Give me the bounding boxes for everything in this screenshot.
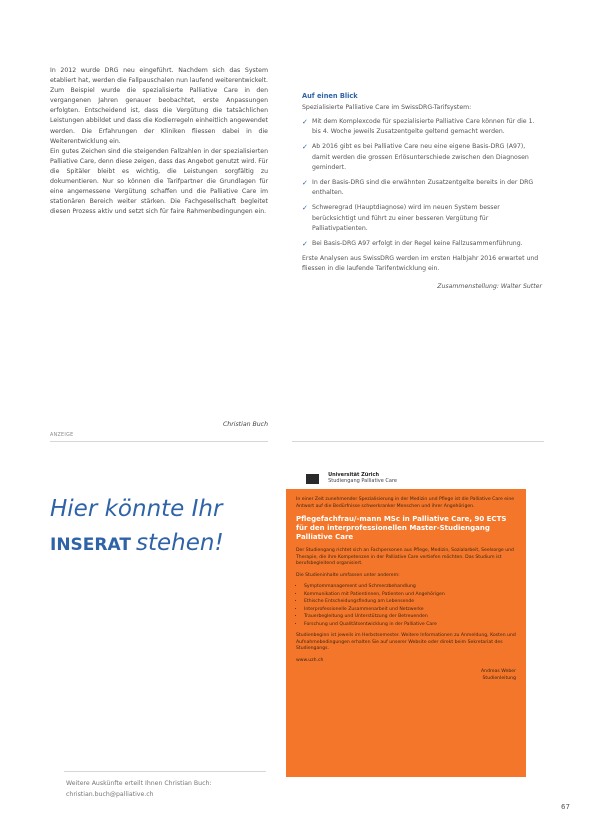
contact-divider <box>64 771 266 772</box>
article-paragraph: In 2012 wurde DRG neu eingeführt. Nachdem sich das System etabliert hat, werden die Fallpauschalen nun laufend weiterentwickelt. Zum Beispiel wurde die spezialisierte Palliative Care in den vergangenen Jahren genauer beobachtet, erste Anpassungen erfolgten. Entscheidend ist, dass die Vergütung die tatsächlichen Leistungen abbildet und dass die Kodierregeln einheitlich angewendet werden. Die Erfahrungen der Kliniken fliessen dabei in die Weiterentwicklung ein. <box>50 67 268 145</box>
ad-headline-line2 <box>50 530 268 556</box>
list-item: • Interprofessionelle Zusammenarbeit und Netzwerke <box>304 607 516 614</box>
orange-list-title: Die Studieninhalte umfassen unter anderem: <box>296 572 400 578</box>
summary-list <box>302 117 542 249</box>
ad-contact: Weitere Auskünfte erteilt Ihnen Christian Buch: christian.buch@palliative.ch <box>66 780 212 798</box>
summary-signature: Zusammenstellung: Walter Sutter <box>437 282 542 290</box>
orange-title: Pflegefachfrau/-mann MSc in Palliative Care, 90 ECTS für den interprofessionellen Master-Studiengang Palliative Care <box>296 515 507 541</box>
checkmark-icon: ✓ <box>302 143 308 152</box>
university-header <box>306 468 397 487</box>
list-item: ✓ Schweregrad (Hauptdiagnose) wird im neuen System besser berücksichtigt und führt zu einer besseren Vergütung für Palliativpatienten. <box>302 204 500 232</box>
article-paragraph: Ein gutes Zeichen sind die steigenden Fallzahlen in der spezialisierten Palliative Care, denn diese zeigen, dass das Angebot genutzt wird. Für die Spitäler bleibt es wichtig, die Leistungen sorgfältig zu dokumentieren. Nur so können die Tarifpartner die Grundlagen für eine angemessene Vergütung schaffen und die Palliative Care im stationären Bereich weiter stärken. Die Fachgesellschaft begleitet diesen Prozess aktiv und setzt sich für faire Rahmenbedingungen ein. <box>50 147 268 216</box>
advertisement-label: ANZEIGE <box>50 433 74 438</box>
ad-headline: Hier könnte Ihr <box>50 496 223 522</box>
orange-advertisement <box>286 489 526 777</box>
list-item: ✓ Mit dem Komplexcode für spezialisierte Palliative Care können für die 1. bis 4. Woche jeweils Zusatzentgelte geltend gemacht werden. <box>302 118 535 136</box>
checkmark-icon: ✓ <box>302 240 308 249</box>
orange-body: Der Studiengang richtet sich an Fachpersonen aus Pflege, Medizin, Sozialarbeit, Seelsorge und Therapie, die ihre Kompetenzen in der Palliative Care vertiefen möchten. Das Studium ist berufsbegleitend organisiert. <box>296 548 514 566</box>
orange-contact: Studienbeginn ist jeweils im Herbstsemester. Weitere Informationen zu Anmeldung, Kosten und Aufnahmebedingungen erhalten Sie auf unserer Website oder direkt beim Sekretariat des Studiengangs. <box>296 633 516 651</box>
checkmark-icon: ✓ <box>302 204 308 213</box>
orange-intro: In einer Zeit zunehmender Spezialisierung in der Medizin und Pflege ist die Palliative Care eine Antwort auf die Bedürfnisse schwerkranker Menschen und ihrer Angehörigen. <box>296 497 515 509</box>
list-item: ✓ Bei Basis-DRG A97 erfolgt in der Regel keine Fallzusammenführung. <box>302 240 523 249</box>
placeholder-ad <box>50 496 268 556</box>
orange-signature: Andreas Weber Studienleitung <box>481 669 516 681</box>
list-item: • Forschung und Qualitätsentwicklung in der Palliative Care <box>304 622 516 629</box>
university-name: Universität Zürich Studiengang Palliative Care <box>328 472 398 484</box>
university-logo <box>306 474 319 484</box>
summary-intro: Spezialisierte Palliative Care im SwissDRG-Tarifsystem: <box>302 104 472 111</box>
list-item: • Kommunikation mit Patientinnen, Patienten und Angehörigen <box>304 592 516 599</box>
list-item: • Trauerbegleitung und Unterstützung der Betreuenden <box>304 614 516 621</box>
ad-bold-word: INSERAT <box>50 535 131 555</box>
section-divider <box>292 441 544 442</box>
article-body <box>50 66 268 217</box>
article-author: Christian Buch <box>222 421 268 428</box>
summary-outro: Erste Analysen aus SwissDRG werden im ersten Halbjahr 2016 erwartet und fliessen in die laufende Tarifentwicklung ein. <box>302 255 539 273</box>
summary-title: Auf einen Blick <box>302 92 358 100</box>
orange-list <box>296 584 516 628</box>
checkmark-icon: ✓ <box>302 118 308 126</box>
list-item: ✓ In der Basis-DRG sind die erwähnten Zusatzentgelte bereits in der DRG enthalten. <box>302 179 534 197</box>
ad-italic-word: stehen! <box>136 530 224 556</box>
orange-url[interactable]: www.uzh.ch <box>296 657 324 663</box>
list-item: • Ethische Entscheidungsfindung am Lebensende <box>304 599 516 606</box>
section-divider <box>50 441 268 442</box>
checkmark-icon: ✓ <box>302 179 308 188</box>
page-number: 67 <box>561 803 570 811</box>
list-item: ✓ Ab 2016 gibt es bei Palliative Care neu eine eigene Basis-DRG (A97), damit werden die grossen Erlösunterschiede zwischen den Diagnosen gemindert. <box>302 143 529 171</box>
list-item: • Symptommanagement und Schmerzbehandlung <box>304 584 516 591</box>
summary-box <box>302 92 542 290</box>
